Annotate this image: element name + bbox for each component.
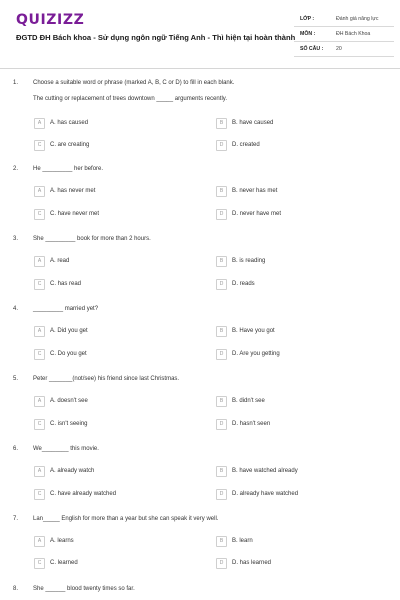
option-a[interactable]	[34, 465, 94, 477]
option-d[interactable]	[216, 278, 255, 290]
meta-row-class	[294, 12, 394, 27]
option-d[interactable]	[216, 208, 281, 220]
question-number: 1.	[13, 80, 19, 86]
option-letter-box: C	[34, 419, 45, 430]
option-letter-box: B	[216, 536, 227, 547]
question-text: _________ married yet?	[33, 306, 99, 312]
quizizz-logo: QUIZIZZ	[16, 12, 85, 28]
option-b[interactable]	[216, 185, 277, 197]
option-b[interactable]	[216, 395, 265, 407]
meta-key: MÔN :	[300, 31, 316, 37]
option-text: A. already watch	[50, 468, 95, 474]
option-letter-box: C	[34, 349, 45, 360]
option-text: D. reads	[232, 281, 255, 287]
option-text: C. has read	[50, 281, 82, 287]
option-text: C. have already watched	[50, 491, 117, 497]
option-c[interactable]	[34, 208, 99, 220]
question-number: 8.	[13, 586, 19, 592]
option-text: A. learns	[50, 538, 74, 544]
option-letter-box: D	[216, 140, 227, 151]
option-a[interactable]	[34, 325, 88, 337]
option-c[interactable]	[34, 418, 88, 430]
option-c[interactable]	[34, 557, 78, 569]
meta-value: Đánh giá năng lực	[336, 16, 379, 22]
question-number: 6.	[13, 446, 19, 452]
option-c[interactable]	[34, 278, 81, 290]
meta-key: LỚP :	[300, 16, 315, 22]
option-letter-box: D	[216, 349, 227, 360]
option-text: A. doesn't see	[50, 398, 88, 404]
question-text: She ______ blood twenty times so far.	[33, 586, 135, 592]
option-text: C. are creating	[50, 142, 90, 148]
question-text: Peter _______(not/see) his friend since last Christmas.	[33, 376, 180, 382]
meta-value: 20	[336, 46, 342, 52]
option-d[interactable]	[216, 348, 280, 360]
option-text: B. learn	[232, 538, 253, 544]
option-a[interactable]	[34, 395, 88, 407]
question-text: She _________ book for more than 2 hours.	[33, 236, 151, 242]
option-a[interactable]	[34, 185, 95, 197]
question-text: We________ this movie.	[33, 446, 99, 452]
question-number: 2.	[13, 166, 19, 172]
option-text: B. is reading	[232, 258, 266, 264]
option-letter-box: A	[34, 186, 45, 197]
header-divider	[0, 68, 400, 69]
option-text: D. hasn't seen	[232, 421, 271, 427]
option-letter-box: D	[216, 558, 227, 569]
option-letter-box: B	[216, 396, 227, 407]
question-number: 4.	[13, 306, 19, 312]
option-text: C. Do you get	[50, 351, 87, 357]
option-a[interactable]	[34, 255, 69, 267]
option-b[interactable]	[216, 255, 265, 267]
option-text: B. have watched already	[232, 468, 298, 474]
meta-row-question-count	[294, 42, 394, 57]
option-c[interactable]	[34, 488, 116, 500]
option-letter-box: B	[216, 186, 227, 197]
option-text: B. Have you got	[232, 328, 275, 334]
question-number: 3.	[13, 236, 19, 242]
option-text: D. has learned	[232, 560, 272, 566]
option-text: D. Are you getting	[232, 351, 280, 357]
option-text: C. isn't seeing	[50, 421, 88, 427]
option-d[interactable]	[216, 139, 260, 151]
option-text: D. created	[232, 142, 260, 148]
option-text: C. have never met	[50, 211, 100, 217]
question-number: 7.	[13, 516, 19, 522]
option-letter-box: C	[34, 140, 45, 151]
option-letter-box: A	[34, 256, 45, 267]
option-b[interactable]	[216, 325, 275, 337]
worksheet-title: ĐGTD ĐH Bách khoa - Sử dụng ngôn ngữ Tiếng Anh - Thì hiện tại hoàn thành	[16, 33, 296, 42]
option-letter-box: A	[34, 536, 45, 547]
option-d[interactable]	[216, 557, 271, 569]
option-letter-box: A	[34, 466, 45, 477]
meta-row-subject	[294, 27, 394, 42]
meta-key: SỐ CÂU :	[300, 46, 324, 52]
option-text: D. never have met	[232, 211, 282, 217]
option-d[interactable]	[216, 418, 270, 430]
meta-value: ĐH Bách Khoa	[336, 31, 371, 37]
option-a[interactable]	[34, 535, 74, 547]
option-text: C. learned	[50, 560, 78, 566]
option-letter-box: B	[216, 326, 227, 337]
option-text: B. have caused	[232, 120, 274, 126]
question-text: He _________ her before.	[33, 166, 104, 172]
option-letter-box: C	[34, 489, 45, 500]
option-letter-box: B	[216, 466, 227, 477]
option-letter-box: A	[34, 326, 45, 337]
option-b[interactable]	[216, 535, 253, 547]
option-letter-box: D	[216, 279, 227, 290]
option-letter-box: C	[34, 558, 45, 569]
option-text: A. Did you get	[50, 328, 88, 334]
option-text: A. read	[50, 258, 70, 264]
option-letter-box: D	[216, 489, 227, 500]
question-text: Lan_____ English for more than a year but she can speak it very well.	[33, 516, 219, 522]
worksheet-header	[0, 0, 400, 70]
option-letter-box: B	[216, 256, 227, 267]
option-letter-box: A	[34, 118, 45, 129]
option-letter-box: D	[216, 419, 227, 430]
option-c[interactable]	[34, 348, 87, 360]
option-letter-box: C	[34, 209, 45, 220]
question-text: The cutting or replacement of trees downtown _____ arguments recently.	[33, 96, 227, 102]
option-text: D. already have watched	[232, 491, 299, 497]
worksheet-meta	[294, 12, 394, 57]
option-letter-box: B	[216, 118, 227, 129]
option-d[interactable]	[216, 488, 298, 500]
option-letter-box: D	[216, 209, 227, 220]
option-b[interactable]	[216, 465, 298, 477]
option-letter-box: A	[34, 396, 45, 407]
option-text: A. has caused	[50, 120, 89, 126]
option-text: A. has never met	[50, 188, 96, 194]
question-instruction: Choose a suitable word or phrase (marked A, B, C or D) to fill in each blank.	[33, 80, 235, 86]
option-text: B. didn't see	[232, 398, 265, 404]
option-b[interactable]	[216, 117, 273, 129]
option-c[interactable]	[34, 139, 89, 151]
option-letter-box: C	[34, 279, 45, 290]
option-a[interactable]	[34, 117, 88, 129]
option-text: B. never has met	[232, 188, 278, 194]
question-number: 5.	[13, 376, 19, 382]
